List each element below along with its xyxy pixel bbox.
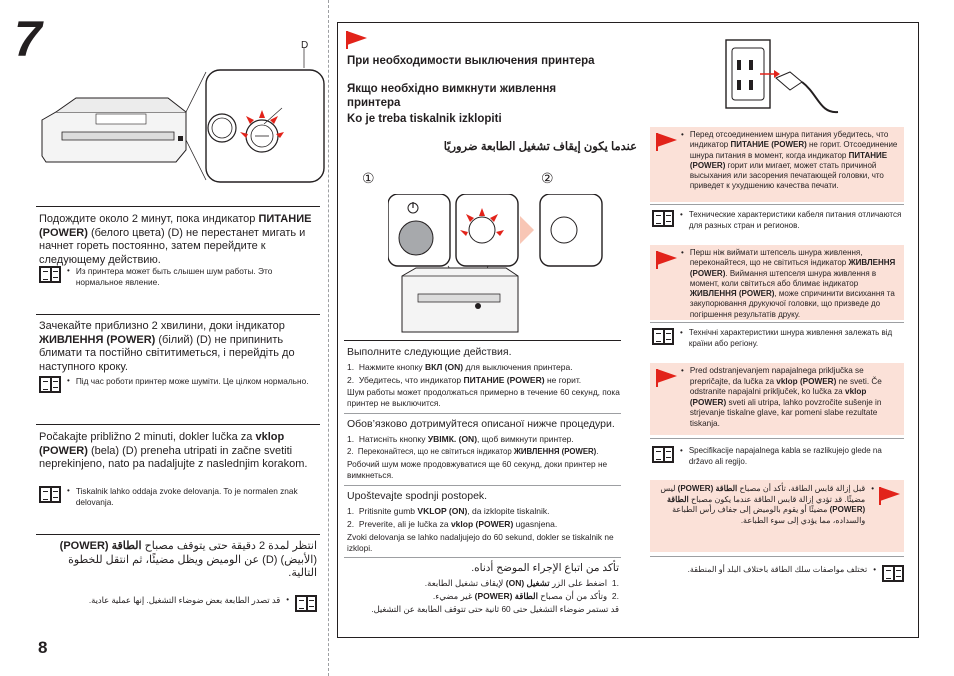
ru-note: • Из принтера может быть слышен шум работы. Это нормальное явление. xyxy=(39,266,317,287)
ru-warning: • Перед отсоединением шнура питания убедитесь, что индикатор ПИТАНИЕ (POWER) не горит. Отсоединение шнура питания в момент, когда индикатор ПИТАНИЕ (POWER) горит или мигает, может стать причиной высыхания или засорения печатающей головки, что приведет к ухудшению качества печати. xyxy=(681,130,898,191)
ar-steps-footer: قد تستمر ضوضاء التشغيل حتى 60 ثانية حتى تتوقف الطابعة عن التشغيل. xyxy=(371,604,619,614)
book-icon xyxy=(882,565,904,582)
flag-icon xyxy=(655,132,679,152)
uk-step-1[interactable]: 1. Натисніть кнопку УВІМК. (ON), щоб вимкнути принтер. xyxy=(347,434,574,444)
divider xyxy=(650,322,904,323)
sl-side-note: • Specifikacije napajalnega kabla se razlikujejo glede na državo ali regijo. xyxy=(652,446,904,467)
divider xyxy=(36,206,320,207)
uk-steps-heading: Обов’язково дотримуйтеся описаної нижче процедури. xyxy=(347,418,615,430)
book-icon xyxy=(39,376,61,393)
uk-steps-footer: Робочий шум може продовжуватися ще 60 секунд, доки принтер не вимкнеться. xyxy=(347,459,608,480)
title-ar: عندما يكون إيقاف تشغيل الطابعة ضروريًا xyxy=(443,141,637,153)
divider xyxy=(650,204,904,205)
uk-warning: • Перш ніж виймати штепсель шнура живлення, переконайтеся, що не світиться індикатор ЖИВЛЕННЯ (POWER). Виймання штепселя шнура живлення в момент, коли світиться або блимає індикатор ЖИВЛЕННЯ (POWER), може спричинити висихання та закупорювання друкуючої головки, що призведе до погіршення результатів друку. xyxy=(681,248,896,319)
book-icon xyxy=(652,446,674,463)
ar-note: • قد تصدر الطابعة بعض ضوضاء التشغيل. إنها عملية عادية. xyxy=(39,595,317,612)
divider xyxy=(650,438,904,439)
sl-steps-heading: Upoštevajte spodnji postopek. xyxy=(347,490,488,502)
flag-icon xyxy=(878,486,902,506)
title-ru: При необходимости выключения принтера xyxy=(347,55,595,67)
divider xyxy=(344,340,621,341)
step-marker-1: ① xyxy=(362,170,375,186)
book-icon xyxy=(39,486,61,503)
book-icon xyxy=(295,595,317,612)
sl-note: • Tiskalnik lahko oddaja zvoke delovanja. To je normalen znak delovanja. xyxy=(39,486,317,507)
printer-illustration xyxy=(36,40,326,190)
ru-instruction: Подождите около 2 минут, пока индикатор ПИТАНИЕ (POWER) (белого цвета) (D) не перестанет мигать и начнет гореть постоянно, затем перейдите к следующему действию. xyxy=(39,213,312,266)
power-outlet-illustration xyxy=(720,38,840,120)
flag-icon xyxy=(655,250,679,270)
ru-side-note: • Технические характеристики кабеля питания отличаются для разных стран и регионов. xyxy=(652,210,904,231)
ru-step-1[interactable]: 1. Нажмите кнопку ВКЛ (ON) для выключения принтера. xyxy=(347,362,573,372)
title-uk: Якщо необхідно вимкнути живлення принтера xyxy=(347,83,557,109)
sl-step-2: 2. Preverite, ali je lučka za vklop (POWER) ugasnjena. xyxy=(347,519,558,529)
ar-step-2: .2 وتأكد من أن مصباح الطاقة (POWER) غير مضيء. xyxy=(432,591,619,601)
sl-instruction: Počakajte približno 2 minuti, dokler lučka za vklop (POWER) (bela) (D) preneha utripati in začne svetiti neprekinjeno, nato pa nadaljujte z naslednjim korakom. xyxy=(39,431,308,470)
sl-step-1[interactable]: 1. Pritisnite gumb VKLOP (ON), da izklopite tiskalnik. xyxy=(347,506,550,516)
ar-warning: • قبل إزالة قابس الطاقة، تأكد أن مصباح الطاقة (POWER) ليس مضيئًا. قد تؤدي إزالة قابس الطاقة عندما يكون مصباح الطاقة (POWER) مضيئًا أو يقوم بالوميض إلى جفاف رأس الطباعة والسداده، مما يؤدي إلى سوء الطباعة. xyxy=(660,484,874,525)
divider xyxy=(344,557,621,558)
divider xyxy=(650,556,904,557)
title-sl: Ko je treba tiskalnik izklopiti xyxy=(347,113,502,125)
sl-steps-footer: Zvoki delovanja se lahko nadaljujejo do 60 sekund, dokler se tiskalnik ne izklopi. xyxy=(347,532,614,553)
ru-steps-footer: Шум работы может продолжаться примерно в течение 60 секунд, пока принтер не выключится. xyxy=(347,387,620,408)
book-icon xyxy=(39,266,61,283)
divider xyxy=(36,314,320,315)
sl-warning: • Pred odstranjevanjem napajalnega priključka se prepričajte, da lučka za vklop (POWER) ne sveti. Če odstranite napajalni priključek, ko lučka za vklop (POWER) sveti ali utripa, lahko povzročite sušenje in strjevanje tiskalne glave, kar pomeni slabe rezultate tiskanja. xyxy=(681,366,882,428)
divider xyxy=(344,413,621,414)
book-icon xyxy=(652,210,674,227)
step-number: 7 xyxy=(14,11,40,67)
book-icon xyxy=(652,328,674,345)
divider xyxy=(36,424,320,425)
ar-instruction: انتظر لمدة 2 دقيقة حتى يتوقف مصباح الطاقة (POWER) (الأبيض) (D) عن الوميض ويظل مضيئًا، ثم انتقل للخطوة التالية. xyxy=(59,540,317,579)
uk-instruction: Зачекайте приблизно 2 хвилини, доки індикатор ЖИВЛЕННЯ (POWER) (білий) (D) не припинить блимати та постійно світитиметься, і перейдіть до наступного кроку. xyxy=(39,320,295,373)
ar-side-note: • تختلف مواصفات سلك الطاقة باختلاف البلد أو المنطقة. xyxy=(652,565,904,582)
ru-steps-heading: Выполните следующие действия. xyxy=(347,346,512,358)
callout-letter-d: D xyxy=(301,40,309,51)
flag-icon xyxy=(345,30,369,50)
uk-step-2: 2. Переконайтеся, що не світиться індикатор ЖИВЛЕННЯ (POWER). xyxy=(347,447,599,456)
uk-note: • Під час роботи принтер може шуміти. Це цілком нормально. xyxy=(39,376,317,393)
page-number: 8 xyxy=(38,638,48,657)
divider xyxy=(344,485,621,486)
power-off-illustration xyxy=(388,194,638,342)
ar-step-1[interactable]: .1 اضغط على الزر تشغيل (ON) لإيقاف تشغيل الطابعة. xyxy=(424,578,619,588)
column-separator xyxy=(328,0,329,676)
step-marker-2: ② xyxy=(541,170,554,186)
uk-side-note: • Технічні характеристики шнура живлення залежать від країни або регіону. xyxy=(652,328,904,349)
ar-steps-heading: تأكد من اتباع الإجراء الموضح أدناه. xyxy=(471,562,619,574)
divider xyxy=(36,534,320,535)
ru-step-2: 2. Убедитесь, что индикатор ПИТАНИЕ (POWER) не горит. xyxy=(347,375,582,385)
flag-icon xyxy=(655,368,679,388)
